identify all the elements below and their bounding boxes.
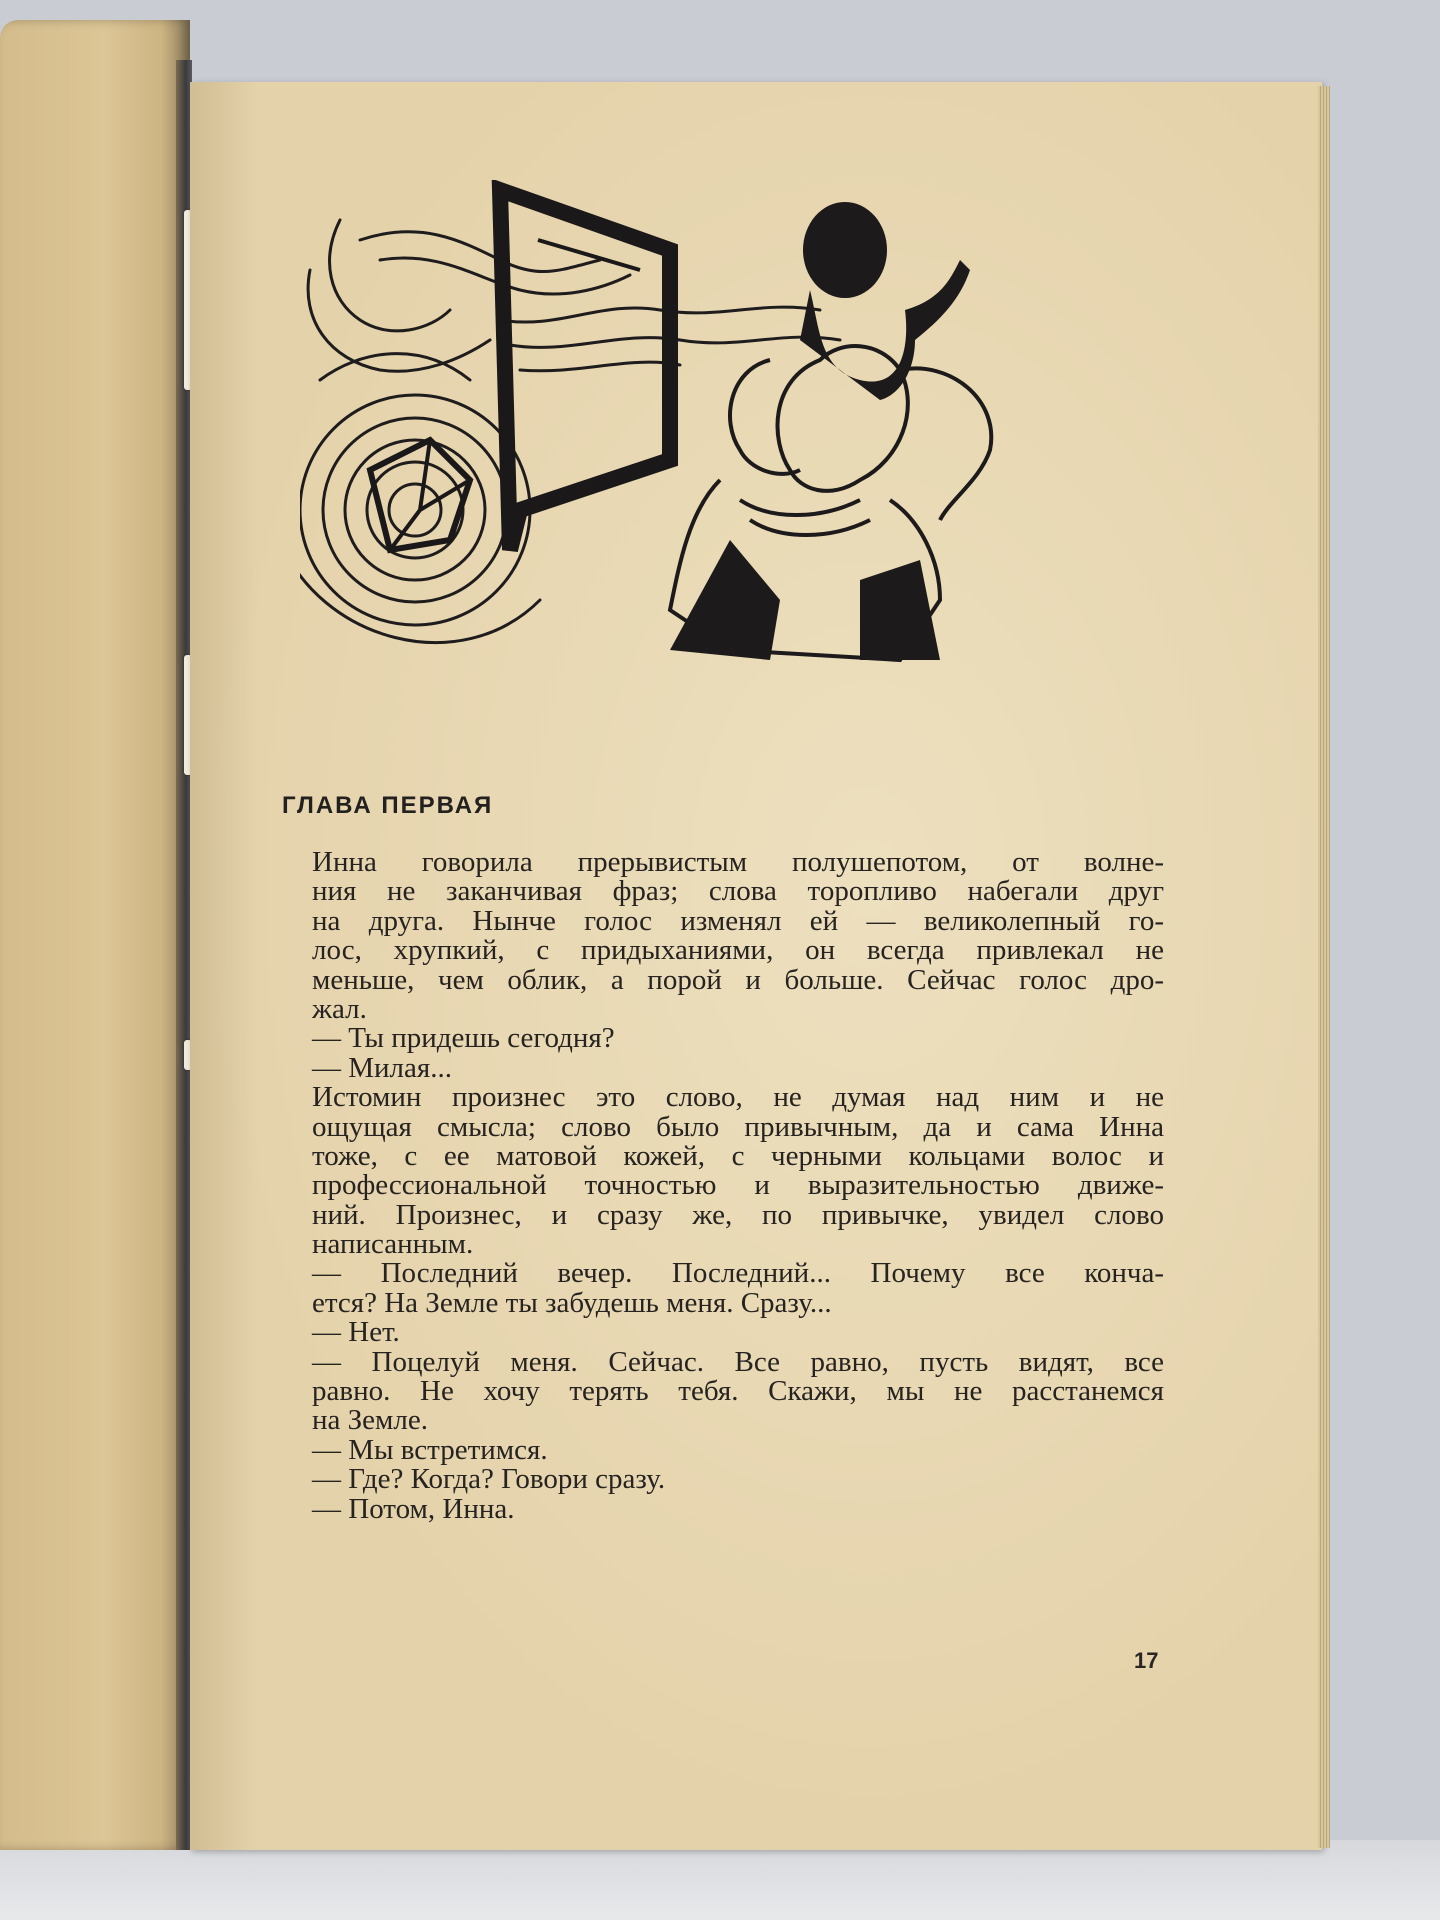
left-page <box>0 20 190 1850</box>
text-line: — Последний вечер. Последний... Почему все конча- <box>312 1257 1164 1290</box>
page-body-text <box>312 848 1164 1524</box>
text-line: жал. <box>312 992 367 1025</box>
flow-line <box>500 307 820 322</box>
text-line: тоже, с ее матовой кожей, с черными кольцами волос и <box>312 1139 1164 1172</box>
cube-shape <box>370 440 470 550</box>
text-line: — Где? Когда? Говори сразу. <box>312 1463 666 1496</box>
chapter-illustration <box>300 180 1100 680</box>
figure-shadow <box>860 560 940 660</box>
text-line: ется? На Земле ты забудешь меня. Сразу... <box>312 1286 832 1319</box>
swirl-line <box>360 232 600 272</box>
text-line: — Потом, Инна. <box>312 1492 515 1525</box>
text-line: Инна говорила прерывистым полушепотом, от волне- <box>312 846 1164 878</box>
flow-line <box>520 362 680 371</box>
child-silhouette <box>800 202 970 400</box>
text-line: ний. Произнес, и сразу же, по привычке, увидел слово <box>312 1198 1164 1231</box>
vortex-ring <box>389 484 441 536</box>
swirl-line <box>308 270 490 371</box>
page-edges <box>1318 86 1330 1848</box>
text-line: равно. Не хочу терять тебя. Скажи, мы не расстанемся <box>312 1375 1164 1408</box>
text-line: лос, хрупкий, с придыханиями, он всегда привлекал не <box>312 934 1164 967</box>
window-inner-line <box>538 240 640 270</box>
text-line: ощущая смысла; слово было привычным, да и сама Инна <box>312 1110 1164 1143</box>
text-line: — Милая... <box>312 1051 452 1084</box>
text-line: меньше, чем облик, а порой и больше. Сейчас голос дро- <box>312 963 1164 996</box>
text-line: Истомин произнес это слово, не думая над ним и не <box>312 1081 1164 1114</box>
swirl-line <box>320 354 470 380</box>
text-line: ния не заканчивая фраз; слова торопливо набегали друг <box>312 875 1164 908</box>
text-line: — Ты придешь сегодня? <box>312 1022 615 1055</box>
text-line: на друга. Нынче голос изменял ей — великолепный го- <box>312 904 1164 937</box>
page-number: 17 <box>1134 1648 1159 1673</box>
text-line: — Нет. <box>312 1316 400 1349</box>
text-line: — Поцелуй меня. Сейчас. Все равно, пусть видят, все <box>312 1345 1164 1378</box>
text-line: написанным. <box>312 1228 474 1261</box>
figure-shadow <box>670 540 780 660</box>
chapter-title: ГЛАВА ПЕРВАЯ <box>282 792 494 819</box>
text-line: профессиональной точностью и выразительностью движе- <box>312 1169 1164 1202</box>
swirl-line <box>330 220 450 331</box>
text-line: на Земле. <box>312 1404 428 1437</box>
text-line: — Мы встретимся. <box>312 1433 548 1466</box>
vortex-ring <box>300 395 530 625</box>
background-surface <box>0 1840 1440 1920</box>
